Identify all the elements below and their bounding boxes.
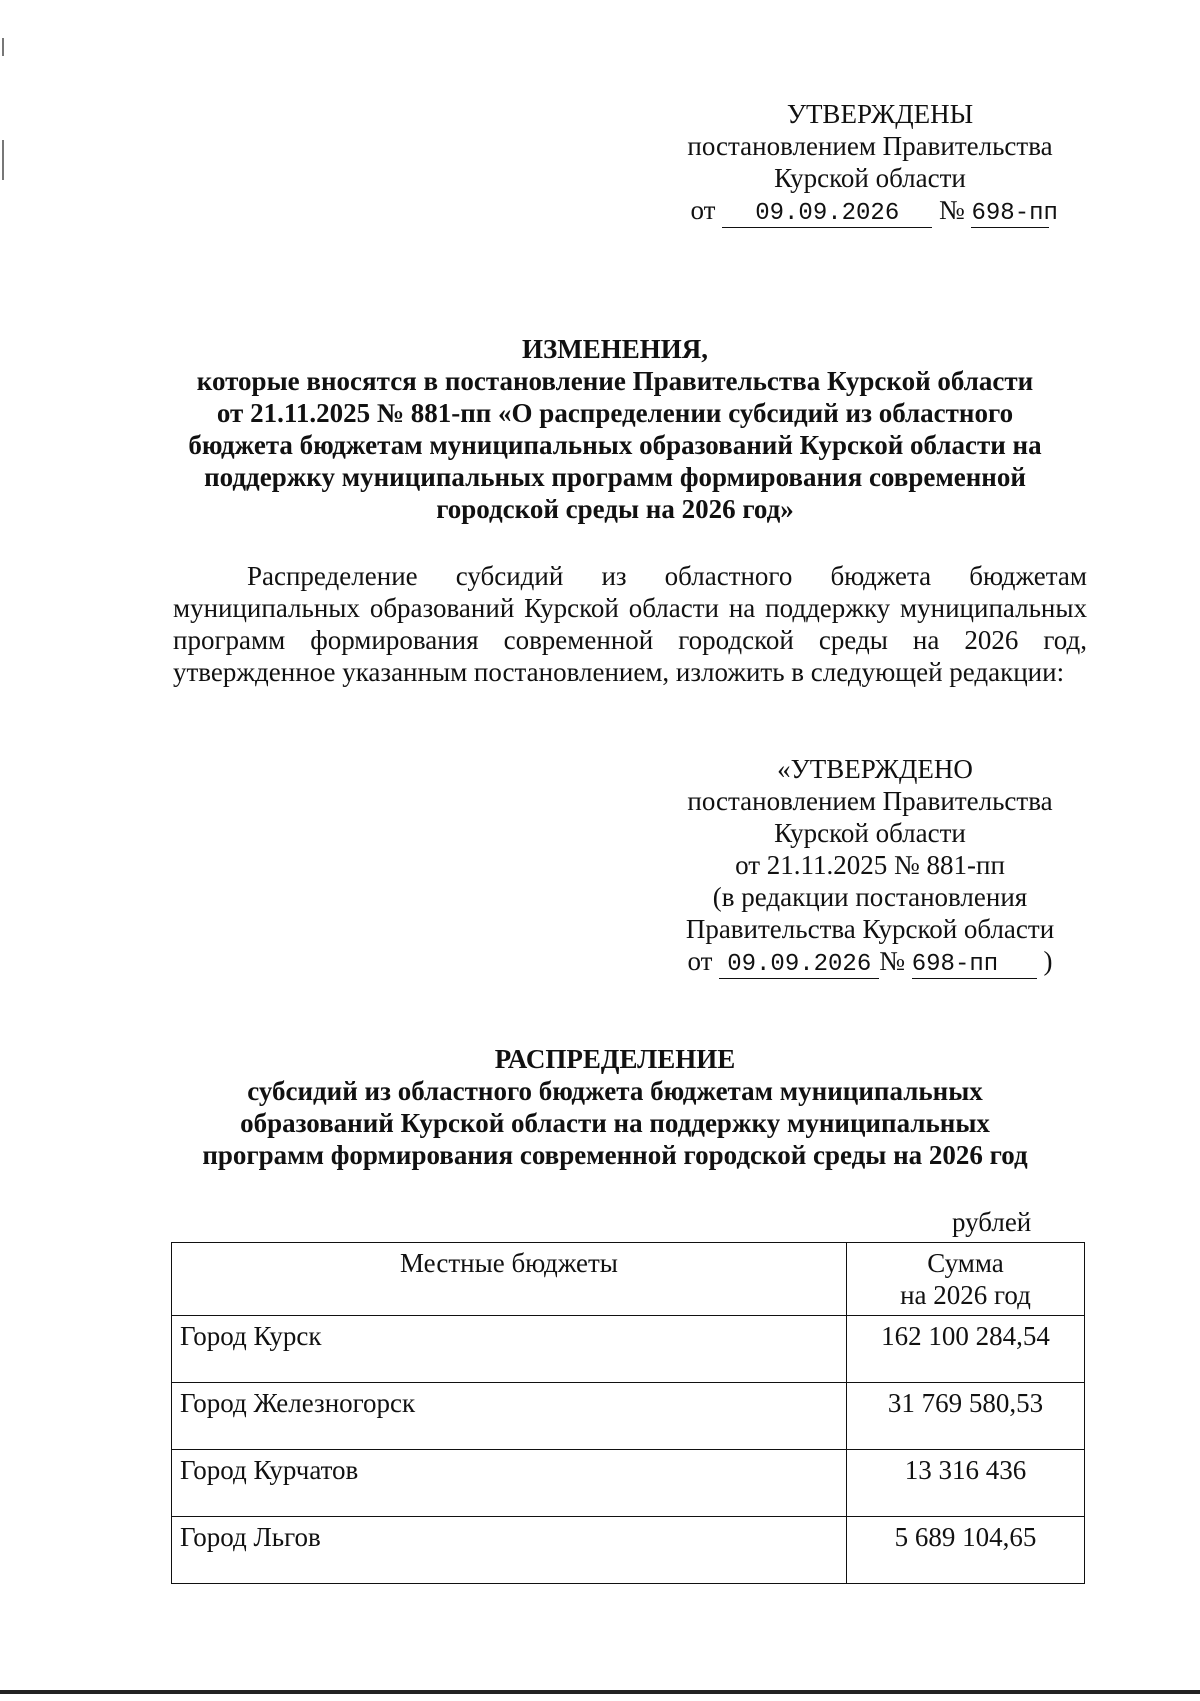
table-row — [172, 1517, 1085, 1584]
body-paragraph: Распределение субсидий из областного бюджета бюджетам муниципальных образований Курской области на поддержку муниципальных программ формирования современной городской среды на 2026 год, утвержденное указанным постановлением, изложить в следующей редакции: — [173, 561, 1087, 687]
approval-date-line — [660, 945, 1080, 979]
approval-line: постановлением Правительства — [687, 786, 1053, 816]
row-sum: 13 316 436 — [847, 1450, 1085, 1517]
number-prefix: № — [938, 195, 965, 225]
distribution-table — [171, 1242, 1085, 1584]
row-name: Город Льгов — [172, 1517, 847, 1584]
units-label: рублей — [952, 1207, 1032, 1237]
distribution-line: образований Курской области на поддержку муниципальных — [240, 1108, 990, 1138]
changes-heading — [150, 333, 1080, 525]
closing-paren: ) — [1043, 946, 1053, 976]
row-sum: 162 100 284,54 — [847, 1316, 1085, 1383]
approval-line: Правительства Курской области — [685, 914, 1055, 944]
approval-title: УТВЕРЖДЕНЫ — [786, 99, 974, 129]
changes-title: ИЗМЕНЕНИЯ, — [521, 334, 708, 364]
approval-date: 09.09.2026 — [722, 201, 932, 228]
table-row — [172, 1383, 1085, 1450]
header-sum-line: на 2026 год — [900, 1280, 1031, 1310]
table-header-row — [172, 1243, 1085, 1316]
distribution-line: субсидий из областного бюджета бюджетам муниципальных — [247, 1076, 983, 1106]
changes-line: городской среды на 2026 год» — [436, 494, 794, 524]
approval-date-line — [660, 194, 1080, 228]
date-prefix: от — [687, 946, 713, 976]
header-sum-line: Сумма — [927, 1248, 1004, 1278]
approval-title: «УТВЕРЖДЕНО — [777, 754, 973, 784]
approval-number: 698-пп — [971, 200, 1058, 227]
changes-line: от 21.11.2025 № 881-пп «О распределении субсидий из областного — [216, 398, 1014, 428]
approval-block-bottom — [660, 753, 1080, 979]
approval-line: Курской области — [774, 818, 966, 848]
scan-margin-mark — [2, 140, 4, 180]
row-sum: 5 689 104,65 — [847, 1517, 1085, 1584]
row-sum: 31 769 580,53 — [847, 1383, 1085, 1450]
table-row — [172, 1450, 1085, 1517]
approval-block-top — [660, 98, 1080, 228]
row-name: Город Курчатов — [172, 1450, 847, 1517]
distribution-heading — [150, 1043, 1080, 1171]
approval-number: 698-пп — [912, 952, 1037, 979]
distribution-line: программ формирования современной городской среды на 2026 год — [202, 1140, 1028, 1170]
changes-line: бюджета бюджетам муниципальных образований Курской области на — [188, 430, 1042, 460]
table-row — [172, 1316, 1085, 1383]
header-sum — [847, 1243, 1085, 1316]
date-prefix: от — [690, 195, 716, 225]
header-local-budgets: Местные бюджеты — [172, 1243, 847, 1316]
distribution-title: РАСПРЕДЕЛЕНИЕ — [494, 1044, 736, 1074]
scan-bottom-edge — [0, 1690, 1200, 1694]
scan-margin-mark — [2, 38, 4, 56]
approval-line: (в редакции постановления — [712, 882, 1028, 912]
number-prefix: № — [879, 946, 905, 976]
changes-line: которые вносятся в постановление Правительства Курской области — [196, 366, 1034, 396]
row-name: Город Железногорск — [172, 1383, 847, 1450]
approval-line: от 21.11.2025 № 881-пп — [735, 850, 1005, 880]
approval-line: постановлением Правительства — [687, 131, 1053, 161]
approval-line: Курской области — [774, 163, 966, 193]
row-name: Город Курск — [172, 1316, 847, 1383]
changes-line: поддержку муниципальных программ формирования современной — [204, 462, 1026, 492]
approval-date: 09.09.2026 — [719, 952, 879, 979]
